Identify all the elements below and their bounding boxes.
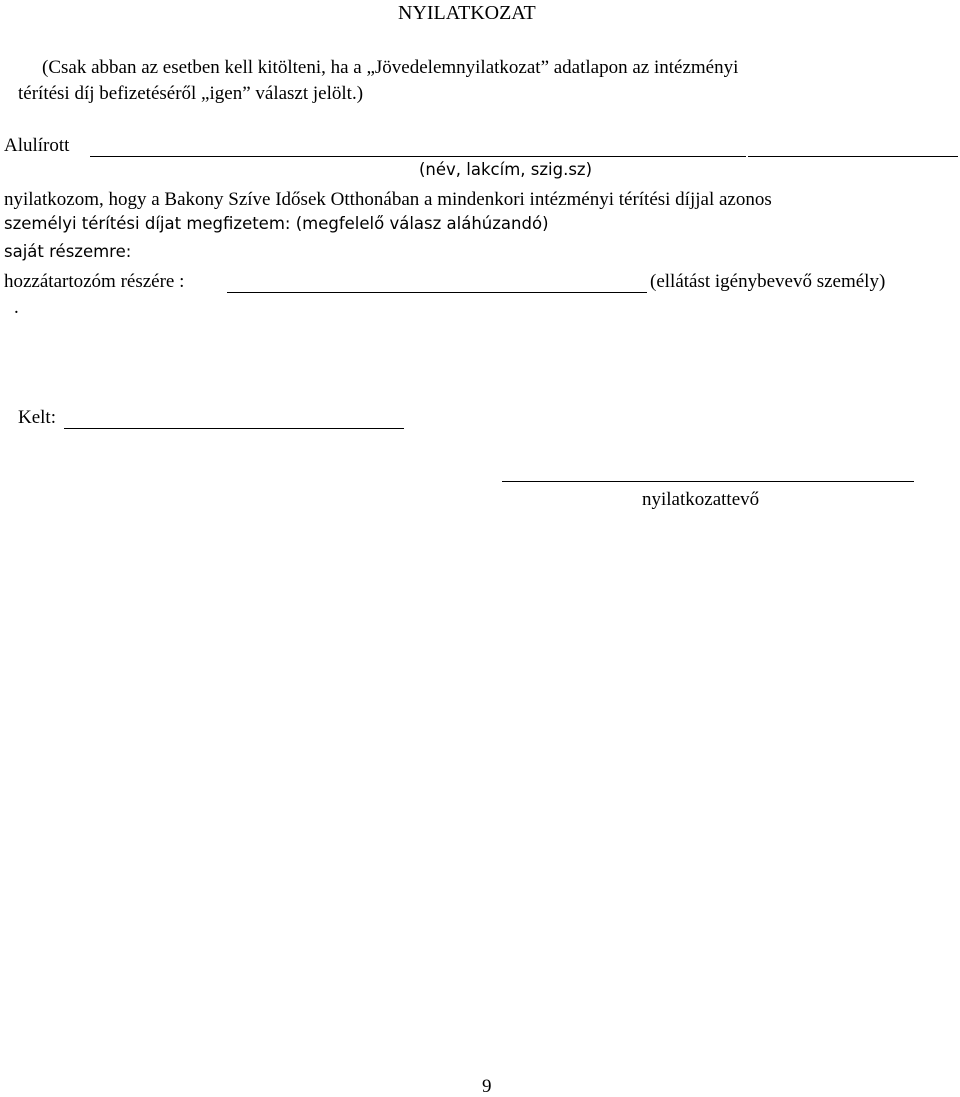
undersigned-label: Alulírott — [4, 135, 70, 156]
document-title: NYILATKOZAT — [398, 2, 536, 24]
relative-name-blank-line[interactable] — [227, 292, 647, 293]
page-number: 9 — [482, 1076, 492, 1097]
name-address-id-blank-line[interactable] — [90, 156, 746, 157]
signature-label: nyilatkozattevő — [642, 489, 760, 510]
relative-field-hint: (ellátást igénybevevő személy) — [650, 271, 886, 292]
intro-text-line-2: térítési díj befizetéséről „igen” választ jelölt.) — [18, 83, 364, 104]
option-relative-behalf[interactable]: hozzátartozóm részére : — [4, 271, 185, 292]
name-address-id-blank-line-extension[interactable] — [748, 156, 958, 157]
option-own-behalf[interactable]: saját részemre: — [4, 242, 132, 261]
name-field-hint: (név, lakcím, szig.sz) — [419, 160, 593, 179]
date-label: Kelt: — [18, 407, 56, 428]
signature-blank-line[interactable] — [502, 481, 914, 482]
stray-dot: . — [14, 297, 19, 318]
date-blank-line[interactable] — [64, 428, 404, 429]
declaration-text-line-1: nyilatkozom, hogy a Bakony Szíve Idősek Otthonában a mindenkori intézményi térítési díjjal azonos — [4, 189, 772, 210]
intro-text-line-1: (Csak abban az esetben kell kitölteni, ha a „Jövedelemnyilatkozat” adatlapon az intézményi — [42, 57, 739, 78]
declaration-text-line-2: személyi térítési díjat megfizetem: (megfelelő válasz aláhúzandó) — [4, 214, 549, 233]
